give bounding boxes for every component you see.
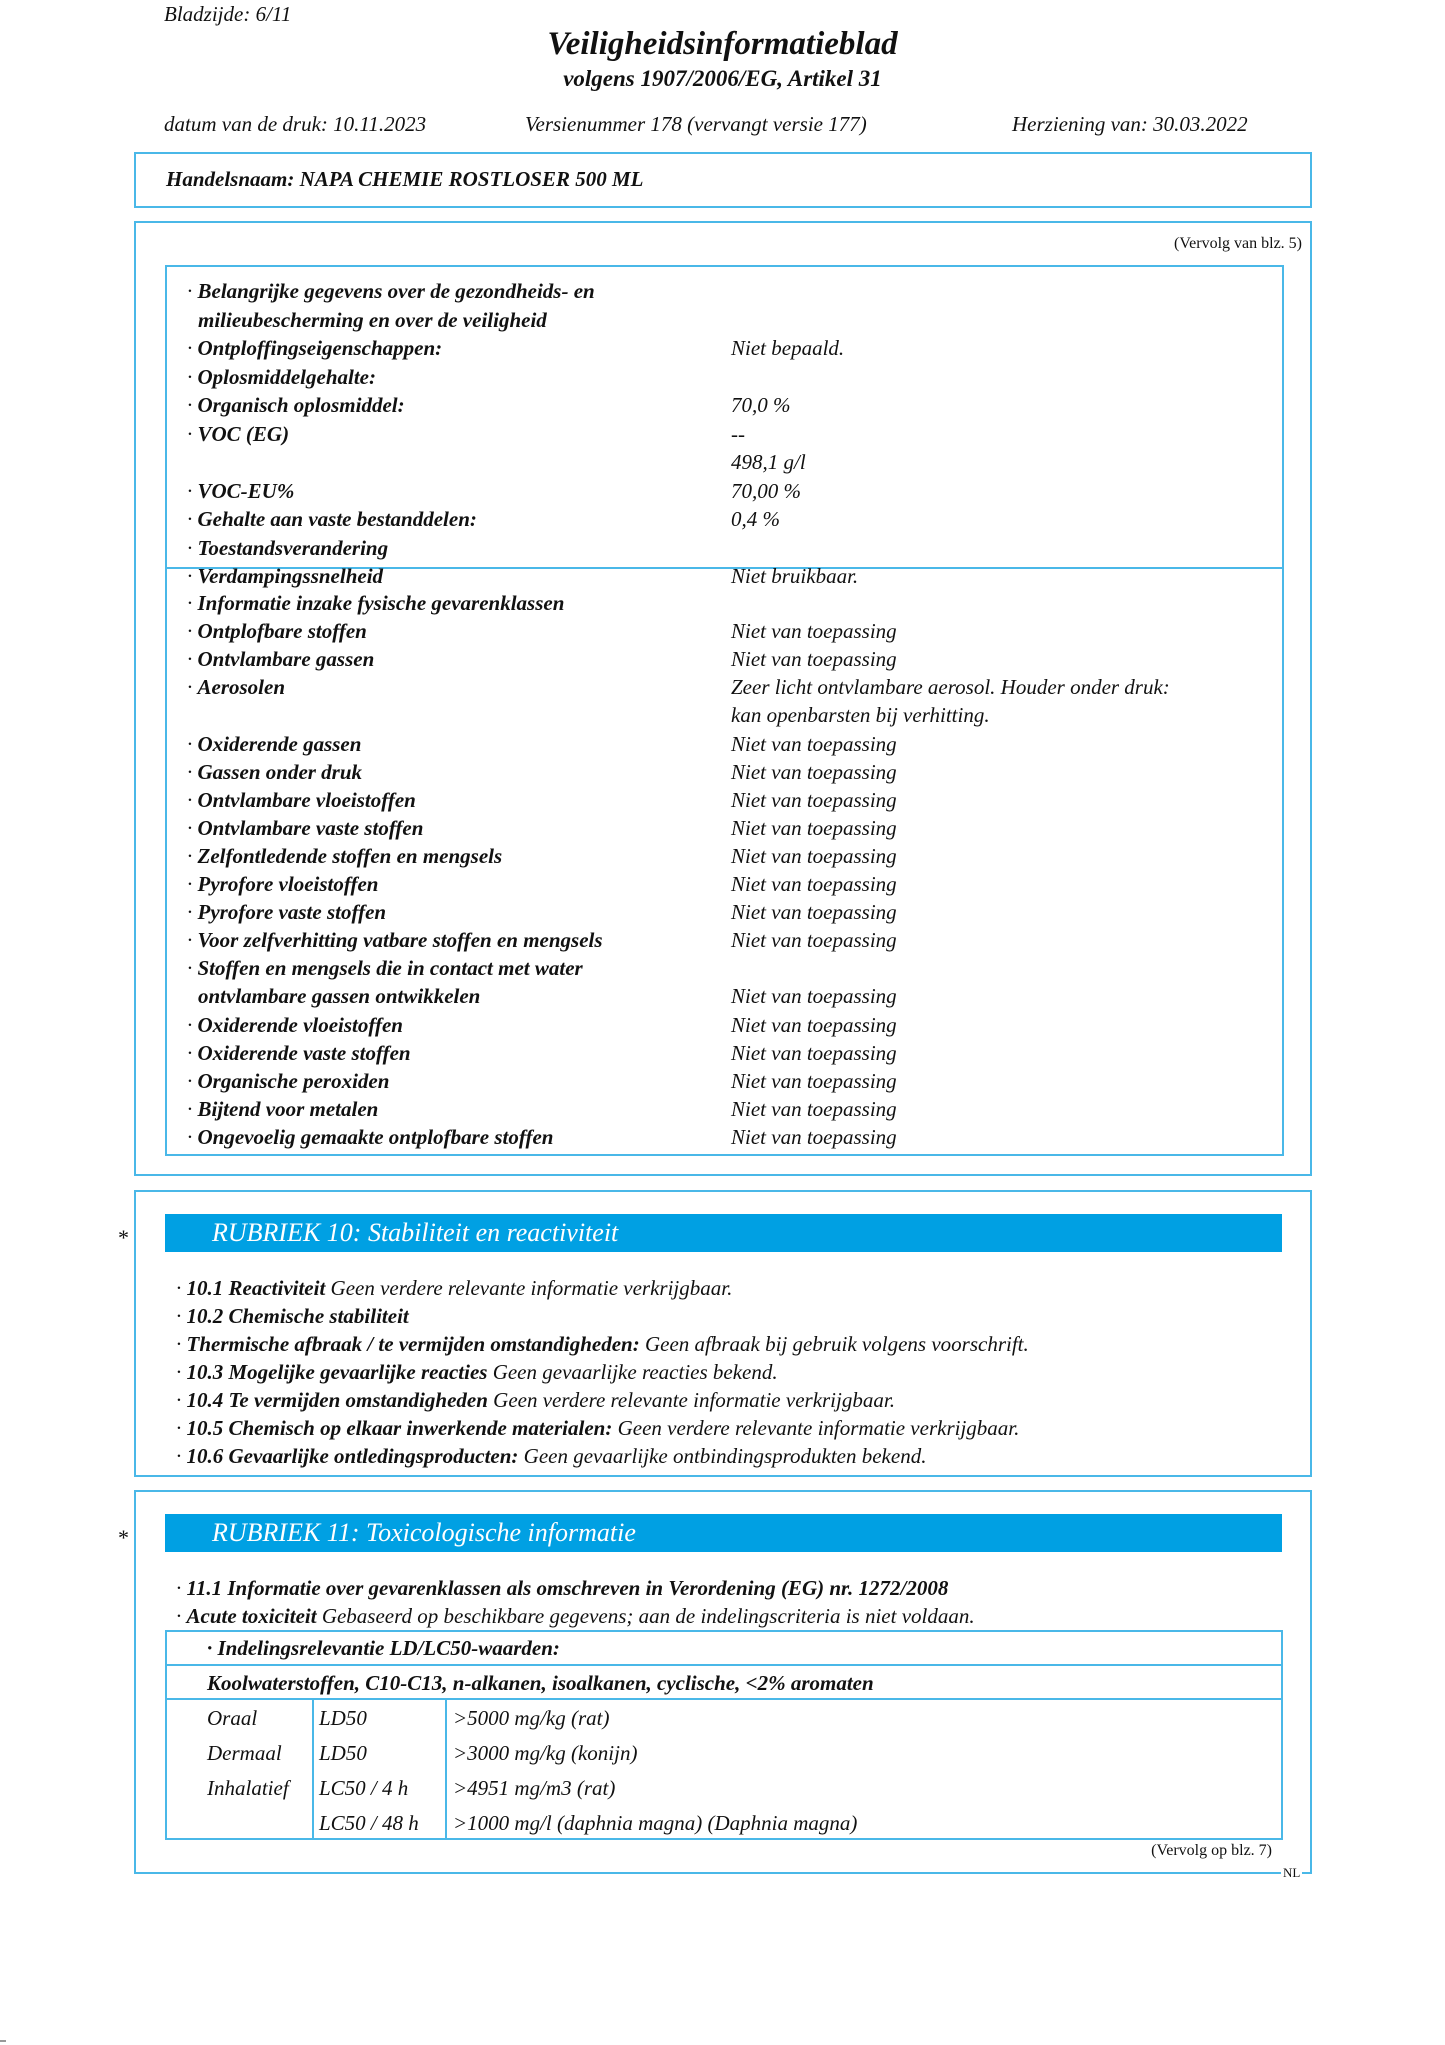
property-value: Niet van toepassing — [731, 1040, 897, 1065]
info-line — [176, 1330, 1029, 1358]
info-text: Geen afbraak bij gebruik volgens voorschrift. — [639, 1332, 1029, 1356]
property-label: · VOC (EG) — [187, 420, 289, 448]
property-label: · Voor zelfverhitting vatbare stoffen en mengsels — [187, 926, 603, 954]
table-cell-route: Oraal — [207, 1706, 258, 1730]
property-value: Zeer licht ontvlambare aerosol. Houder onder druk: — [731, 675, 1170, 700]
print-date: datum van de druk: 10.11.2023 — [164, 112, 427, 136]
property-label: · Bijtend voor metalen — [187, 1095, 378, 1123]
section-10-header: RUBRIEK 10: Stabiliteit en reactiviteit — [165, 1214, 1282, 1252]
info-text: Geen gevaarlijke ontbindingsprodukten bekend. — [518, 1444, 927, 1468]
info-text: Gebaseerd op beschikbare gegevens; aan de indelingscriteria is niet voldaan. — [316, 1604, 975, 1628]
info-line — [176, 1358, 778, 1386]
info-line — [176, 1602, 975, 1630]
property-value: Niet van toepassing — [731, 647, 897, 672]
info-label: 10.1 Reactiviteit — [186, 1276, 326, 1300]
info-label: 10.2 Chemische stabiliteit — [186, 1304, 409, 1328]
property-value: Niet van toepassing — [731, 872, 897, 896]
property-label: ontvlambare gassen ontwikkelen — [198, 984, 481, 1009]
property-label: · Organisch oplosmiddel: — [187, 391, 405, 419]
table-divider — [167, 1664, 1281, 1666]
property-label: · Ontvlambare vaste stoffen — [187, 814, 423, 842]
property-value: Niet van toepassing — [731, 787, 897, 812]
info-line — [176, 1274, 732, 1302]
property-value: 70,0 % — [731, 393, 791, 417]
table-cell-route: Inhalatief — [207, 1776, 289, 1800]
property-label: · Oxiderende vloeistoffen — [187, 1011, 403, 1039]
property-label: · Pyrofore vloeistoffen — [187, 870, 378, 898]
info-line — [176, 1302, 409, 1330]
property-label: · Gassen onder druk — [187, 758, 362, 786]
property-value: Niet van toepassing — [731, 1012, 897, 1037]
section-10 — [134, 1190, 1312, 1477]
property-value: Niet van toepassing — [731, 815, 897, 840]
column-divider — [312, 1700, 314, 1838]
property-value: Niet van toepassing — [731, 1124, 897, 1149]
property-label: · Ontplofbare stoffen — [187, 617, 367, 645]
property-value: Niet van toepassing — [731, 1096, 897, 1121]
table-cell-value: >1000 mg/l (daphnia magna) (Daphnia magna) — [453, 1811, 858, 1835]
property-label: milieubescherming en over de veiligheid — [198, 307, 547, 332]
property-value: Niet bepaald. — [731, 336, 845, 360]
info-label: 10.5 Chemisch op elkaar inwerkende materialen: — [186, 1416, 613, 1440]
section-11 — [134, 1490, 1312, 1874]
property-label: · Stoffen en mengsels die in contact met water — [187, 954, 583, 982]
property-value: Niet bruikbaar. — [731, 564, 859, 588]
table-cell-type: LC50 / 48 h — [319, 1811, 419, 1835]
table-cell-type: LD50 — [319, 1741, 367, 1765]
info-label: Acute toxiciteit — [186, 1604, 317, 1628]
continued-to: (Vervolg op blz. 7) — [1151, 1842, 1272, 1859]
property-value: Niet van toepassing — [731, 759, 897, 784]
info-line — [176, 1386, 895, 1414]
property-value: Niet van toepassing — [731, 984, 897, 1009]
language-code: NL — [1283, 1865, 1301, 1880]
trade-name: Handelsnaam: NAPA CHEMIE ROSTLOSER 500 ML — [166, 167, 644, 191]
property-label: · Ongevoelig gemaakte ontplofbare stoffen — [187, 1123, 554, 1151]
table-cell-type: LC50 / 4 h — [319, 1776, 409, 1800]
section-9-continuation — [134, 221, 1312, 1176]
table-cell-value: >3000 mg/kg (konijn) — [453, 1741, 638, 1765]
property-label: · Oxiderende vaste stoffen — [187, 1039, 411, 1067]
revision-marker: * — [118, 1525, 129, 1550]
document-subtitle: volgens 1907/2006/EG, Artikel 31 — [563, 66, 882, 91]
column-divider — [445, 1700, 447, 1838]
revision-date: Herziening van: 30.03.2022 — [1012, 112, 1248, 136]
ld-lc50-table — [165, 1630, 1283, 1840]
page-corner-mark — [0, 2040, 6, 2042]
info-text: Geen verdere relevante informatie verkrijgbaar. — [612, 1416, 1020, 1440]
info-line — [176, 1414, 1019, 1442]
property-label: · Pyrofore vaste stoffen — [187, 898, 386, 926]
version-number: Versienummer 178 (vervangt versie 177) — [525, 112, 867, 136]
property-label: · Organische peroxiden — [187, 1067, 389, 1095]
info-label: 10.4 Te vermijden omstandigheden — [186, 1388, 488, 1412]
property-value: Niet van toepassing — [731, 928, 897, 953]
property-label: · VOC-EU% — [187, 477, 294, 505]
info-text: Geen verdere relevante informatie verkrijgbaar. — [325, 1276, 733, 1300]
physical-properties-table — [165, 265, 1284, 1156]
property-label: · Ontvlambare vloeistoffen — [187, 786, 416, 814]
trade-name-box — [134, 152, 1312, 208]
info-text: Geen verdere relevante informatie verkrijgbaar. — [487, 1388, 895, 1412]
property-label: · Gehalte aan vaste bestanddelen: — [187, 505, 477, 533]
document-title: Veiligheidsinformatieblad — [547, 26, 898, 62]
property-label: · Ontvlambare gassen — [187, 645, 374, 673]
table-cell-value: >4951 mg/m3 (rat) — [453, 1776, 616, 1800]
table-cell-value: >5000 mg/kg (rat) — [453, 1706, 610, 1730]
property-value: -- — [731, 421, 745, 446]
info-line — [176, 1574, 948, 1602]
info-line — [176, 1442, 926, 1470]
property-label: · Belangrijke gegevens over de gezondheids- en — [187, 277, 595, 305]
page-number: Bladzijde: 6/11 — [164, 2, 292, 26]
property-value: Niet van toepassing — [731, 619, 897, 644]
property-label: · Aerosolen — [187, 673, 285, 701]
property-value: Niet van toepassing — [731, 1068, 897, 1093]
table-cell-route: Dermaal — [207, 1741, 282, 1765]
table-cell-type: LD50 — [319, 1706, 367, 1730]
substance-name: Koolwaterstoffen, C10-C13, n-alkanen, isoalkanen, cyclische, <2% aromaten — [207, 1671, 874, 1695]
table-divider — [167, 1698, 1281, 1700]
property-label: · Toestandsverandering — [187, 534, 388, 562]
continued-from: (Vervolg van blz. 5) — [1174, 235, 1302, 252]
property-value: 0,4 % — [731, 507, 780, 531]
info-label: 11.1 Informatie over gevarenklassen als omschreven in Verordening (EG) nr. 1272/2008 — [186, 1576, 949, 1600]
property-label: · Oxiderende gassen — [187, 730, 361, 758]
info-text: Geen gevaarlijke reacties bekend. — [487, 1360, 778, 1384]
property-value: kan openbarsten bij verhitting. — [731, 703, 990, 728]
info-label: 10.6 Gevaarlijke ontledingsproducten: — [186, 1444, 519, 1468]
property-value: Niet van toepassing — [731, 900, 897, 925]
table-heading: · Indelingsrelevantie LD/LC50-waarden: — [207, 1636, 560, 1660]
section-11-header: RUBRIEK 11: Toxicologische informatie — [165, 1514, 1282, 1552]
property-label: · Zelfontledende stoffen en mengsels — [187, 842, 502, 870]
property-value: 70,00 % — [731, 478, 801, 503]
property-label: · Oplosmiddelgehalte: — [187, 363, 376, 391]
info-label: 10.3 Mogelijke gevaarlijke reacties — [186, 1360, 488, 1384]
property-label: · Verdampingssnelheid — [187, 562, 383, 590]
property-value: Niet van toepassing — [731, 843, 897, 868]
info-label: Thermische afbraak / te vermijden omstandigheden: — [186, 1332, 640, 1356]
property-label: · Informatie inzake fysische gevarenklassen — [187, 589, 564, 617]
property-label: · Ontploffingseigenschappen: — [187, 334, 442, 362]
revision-marker: * — [118, 1225, 129, 1250]
property-value: Niet van toepassing — [731, 731, 897, 756]
property-value: 498,1 g/l — [731, 450, 806, 474]
